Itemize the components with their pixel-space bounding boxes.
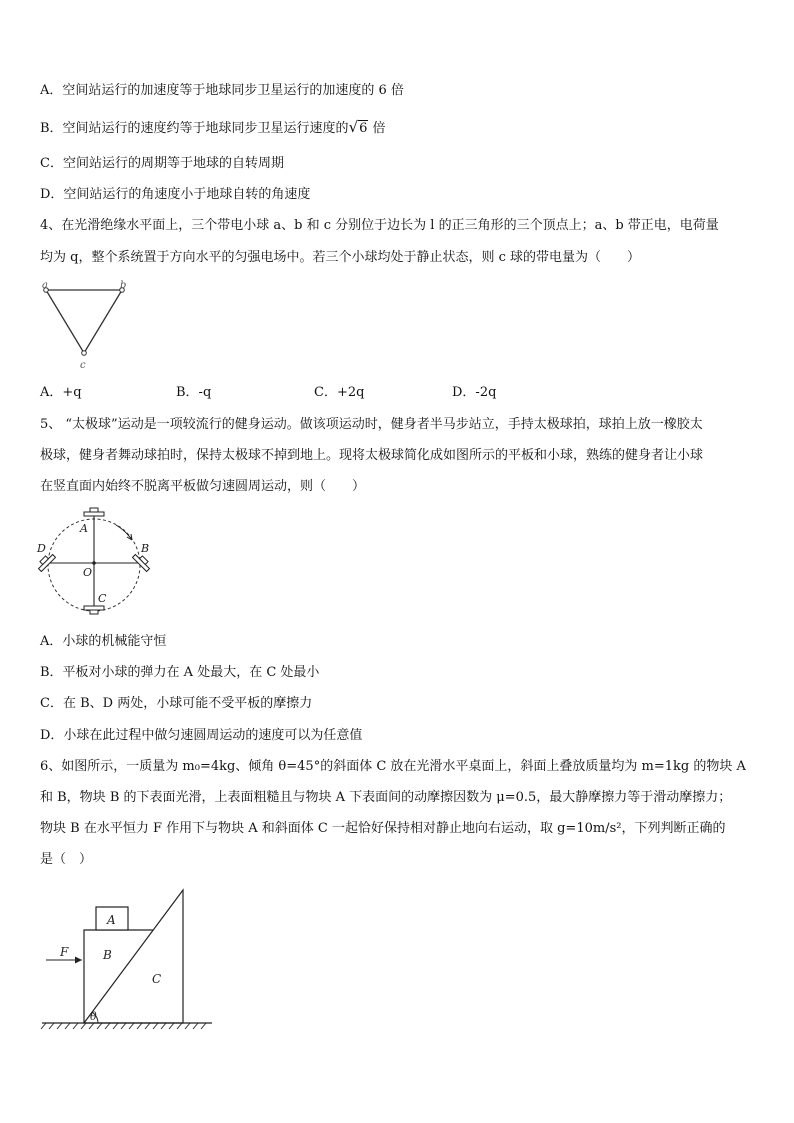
q4-option-d: D．-2q: [452, 385, 497, 400]
q5-stem-line2: 极球，健身者舞动球拍时，保持太极球不掉到地上。现将太极球简化成如图所示的平板和小球，熟练的健身者让小球: [40, 448, 704, 463]
q5-label-a: A: [80, 522, 88, 535]
q6-label-theta: θ: [90, 1010, 97, 1023]
q5-taiji-figure: [34, 505, 164, 620]
q3-option-d: D．空间站运行的角速度小于地球自转的角速度: [40, 187, 311, 202]
q5-stem-line1: 5、 “太极球”运动是一项较流行的健身运动。做该项运动时，健身者半马步站立，手持太极球拍，球拍上放一橡胶太: [40, 417, 703, 432]
q6-stem-line4: 是（ ）: [40, 852, 93, 867]
q5-label-b: B: [141, 542, 150, 555]
q5-option-a: A．小球的机械能守恒: [40, 634, 167, 649]
q6-label-f: F: [60, 945, 69, 959]
q6-label-a: A: [107, 913, 116, 927]
q6-stem-line1: 6、如图所示，一质量为 m₀=4kg、倾角 θ=45°的斜面体 C 放在光滑水平桌面上，斜面上叠放质量均为 m=1kg 的物块 A: [40, 759, 746, 774]
q4-label-a: a: [42, 280, 48, 291]
q5-label-c: C: [98, 592, 107, 605]
q5-option-d: D．小球在此过程中做匀速圆周运动的速度可以为任意值: [40, 728, 363, 743]
q4-option-c: C．+2q: [314, 385, 365, 400]
q4-stem-line1: 4、在光滑绝缘水平面上，三个带电小球 a、b 和 c 分别位于边长为 l 的正三角形的三个顶点上；a、b 带正电，电荷量: [40, 218, 719, 233]
q4-label-c: c: [80, 360, 86, 371]
q5-stem-line3: 在竖直面内始终不脱离平板做匀速圆周运动，则（ ）: [40, 479, 366, 494]
sqrt-symbol: √: [348, 118, 359, 136]
q4-option-a: A．+q: [40, 385, 82, 400]
q4-stem-line2: 均为 q，整个系统置于方向水平的匀强电场中。若三个小球均处于静止状态，则 c 球的带电量为（ ）: [40, 250, 641, 265]
q3-option-a: A．空间站运行的加速度等于地球同步卫星运行的加速度的 6 倍: [40, 83, 404, 98]
q5-label-o: O: [83, 566, 93, 579]
q4-option-b: B．-q: [176, 385, 212, 400]
q6-stem-line3: 物块 B 在水平恒力 F 作用下与物块 A 和斜面体 C 一起恰好保持相对静止地向右运动，取 g=10m/s²，下列判断正确的: [40, 821, 726, 836]
q6-incline-figure: [40, 880, 220, 1040]
q6-stem-line2: 和 B，物块 B 的下表面光滑，上表面粗糙且与物块 A 下表面间的动摩擦因数为 μ=0.5，最大静摩擦力等于滑动摩擦力；: [40, 790, 732, 805]
q5-option-b: B．平板对小球的弹力在 A 处最大，在 C 处最小: [40, 665, 320, 680]
q3-option-b-text: B．空间站运行的速度约等于地球同步卫星运行速度的: [40, 121, 349, 136]
q6-label-b: B: [103, 948, 112, 962]
q3-option-b-suffix: 倍: [372, 121, 386, 136]
sqrt-radicand: 6: [359, 121, 368, 136]
q5-option-c: C．在 B、D 两处，小球可能不受平板的摩擦力: [40, 696, 313, 711]
q4-triangle-figure: [36, 280, 136, 375]
q4-label-b: b: [120, 280, 127, 291]
q3-option-b: [40, 118, 386, 138]
q6-label-c: C: [152, 972, 162, 986]
q3-option-c: C．空间站运行的周期等于地球的自转周期: [40, 156, 284, 171]
q5-label-d: D: [37, 542, 46, 555]
